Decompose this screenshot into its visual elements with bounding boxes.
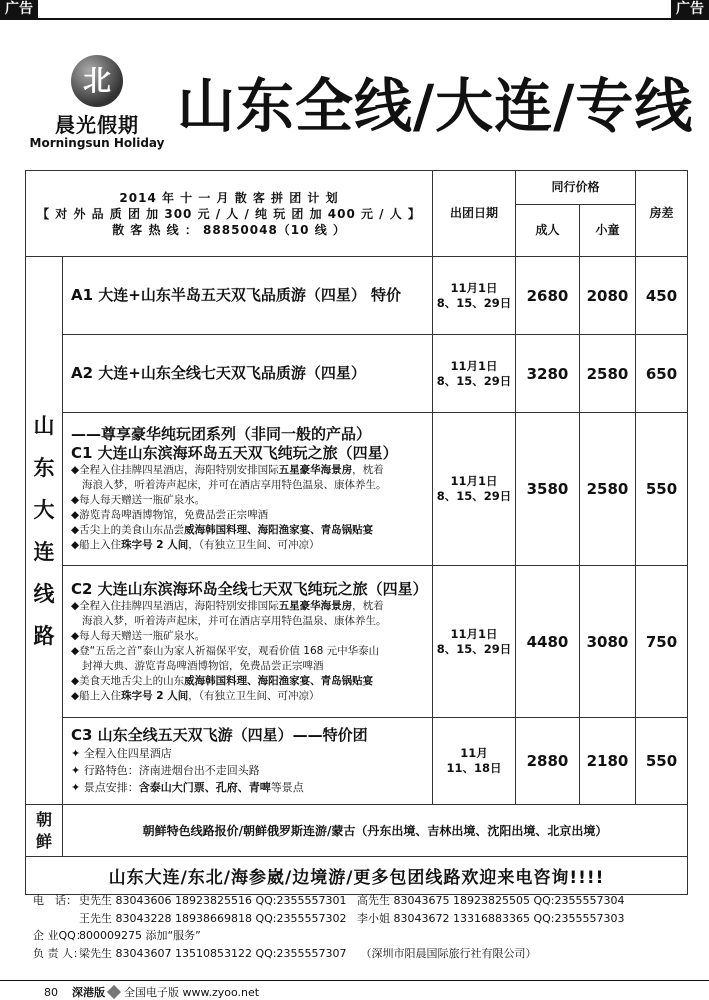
adult-price: 4480	[516, 566, 580, 718]
date-line: 11月1日	[450, 474, 498, 488]
date-line: 8、15、29日	[436, 489, 512, 503]
single-supplement: 750	[636, 566, 688, 718]
tour-feature: ✦ 行路特色：济南进烟台出不走回头路	[71, 764, 260, 777]
table-row	[26, 718, 688, 805]
tour-feature: 海浪入梦，听着涛声起床，并可在酒店享用特色温泉、康体养生。	[82, 614, 387, 627]
inquiry-banner: 山东大连/东北/海参崴/边境游/更多包团线路欢迎来电咨询!!!!	[26, 857, 688, 895]
contact-line	[33, 892, 624, 910]
tour-feature	[71, 538, 424, 553]
feature-highlight: 珠字号 2 人间	[121, 539, 189, 551]
child-price: 2180	[580, 718, 636, 805]
ad-tag-left: 广告	[0, 0, 38, 18]
diamond-icon	[107, 985, 121, 999]
feature-text: ，枕着	[352, 599, 384, 612]
child-col-header: 小童	[580, 205, 636, 257]
page-number: 80	[44, 986, 58, 999]
region-char: 路	[33, 623, 55, 648]
tour-feature: ◆登“五岳之首”泰山为家人祈福保平安，观看价值 168 元中华泰山	[71, 644, 380, 657]
tour-feature	[71, 463, 424, 478]
edition-label: 深港版	[72, 986, 105, 999]
tour-feature	[71, 523, 424, 538]
page-headline: 山东全线/大连/专线	[177, 72, 694, 140]
feature-highlight: 威海韩国料理、海阳渔家宴、青岛锅贴宴	[184, 674, 374, 687]
region-char: 鲜	[35, 831, 52, 851]
page-footer	[44, 984, 259, 1000]
site-link[interactable]: 全国电子版 www.zyoo.net	[124, 986, 260, 999]
plan-header	[26, 171, 433, 257]
region-shandong-dalian	[26, 257, 63, 805]
tour-feature	[71, 599, 424, 614]
feature-text: ◆舌尖上的美食山东品尝	[71, 524, 185, 536]
tour-feature: ◆每人每天赠送一瓶矿泉水。	[71, 494, 206, 506]
logo-mark-icon: 北	[71, 55, 123, 107]
top-rule	[0, 18, 709, 20]
manager-label: 负 责 人：	[33, 946, 84, 960]
single-supplement: 450	[636, 257, 688, 335]
feature-highlight: 含泰山大门票、孔府、青啤	[138, 781, 271, 794]
date-line: 11月	[460, 746, 488, 760]
plan-hotline: 散 客 热 线 ： 88850048（10 线 ）	[112, 222, 346, 237]
contact-block	[33, 892, 624, 962]
tour-feature	[71, 779, 424, 796]
logo-name-cn: 晨光假期	[55, 113, 139, 137]
region-char: 山	[33, 413, 55, 438]
child-price: 2580	[580, 413, 636, 566]
tour-dates	[433, 566, 516, 718]
tour-c3	[63, 718, 433, 805]
tour-feature: ◆每人每天赠送一瓶矿泉水。	[71, 629, 206, 642]
feature-text: ◆全程入住挂牌四星酒店，海阳特别安排国际	[71, 464, 279, 476]
region-korea	[26, 805, 63, 857]
adult-price: 2680	[516, 257, 580, 335]
tour-c2	[63, 566, 433, 718]
feature-highlight: 威海韩国料理、海阳渔家宴、青岛锅贴宴	[184, 524, 374, 536]
tour-title: C3 山东全线五天双飞游（四星）——特价团	[71, 726, 368, 744]
contact-person: 史先生 83043606 18923825516 QQ:2355557301	[79, 894, 347, 907]
contact-line	[33, 945, 624, 963]
company-qq: 800009275 添加“服务”	[79, 929, 201, 942]
feature-text: ◆全程入住挂牌四星酒店，海阳特别安排国际	[71, 599, 279, 612]
contact-person: 李小姐 83043672 13316883365 QQ:2355557303	[356, 911, 625, 925]
adult-price: 3280	[516, 335, 580, 413]
single-supplement: 650	[636, 335, 688, 413]
single-supplement: 550	[636, 718, 688, 805]
region-char: 朝	[35, 809, 52, 829]
table-row	[26, 413, 688, 566]
tour-dates	[433, 257, 516, 335]
tour-title: A2 大连+山东全线七天双飞品质游（四星）	[71, 364, 366, 382]
date-line: 11月1日	[450, 358, 498, 373]
qq-label: 企 业QQ：	[33, 929, 87, 942]
feature-text: ◆船上入住	[71, 539, 122, 551]
plan-title: 2014 年 十 一 月 散 客 拼 团 计 划	[119, 190, 339, 205]
tour-title: A1 大连+山东半岛五天双飞品质游（四星） 特价	[71, 286, 402, 304]
date-col-label: 出团日期	[449, 206, 498, 220]
table-row	[26, 257, 688, 335]
adult-price: 3580	[516, 413, 580, 566]
table-row	[26, 335, 688, 413]
tour-feature	[71, 674, 424, 689]
single-supplement: 550	[636, 413, 688, 566]
date-line: 8、15、29日	[436, 641, 512, 656]
child-price: 2580	[580, 335, 636, 413]
feature-text: ◆船上入住	[71, 689, 122, 702]
feature-text: ✦ 景点安排：	[71, 781, 139, 794]
table-row	[26, 566, 688, 718]
series-subtitle: ——尊享豪华纯玩团系列（非同一般的产品）	[71, 425, 372, 443]
contact-person: 高先生 83043675 18923825505 QQ:2355557304	[356, 894, 625, 907]
tour-a2	[63, 335, 433, 413]
feature-text: ，（有独立卫生间、可冲凉）	[188, 689, 320, 702]
tour-feature	[71, 689, 424, 704]
region-char: 东	[33, 455, 55, 480]
child-price: 2080	[580, 257, 636, 335]
region-char: 线	[33, 581, 55, 606]
adult-col-header: 成人	[516, 205, 580, 257]
date-col-header	[433, 171, 516, 257]
plan-surcharge: 【 对 外 品 质 团 加 300 元 / 人 / 纯 玩 团 加 400 元 / 人 】	[37, 206, 421, 221]
phone-label: 电 话：	[33, 894, 77, 907]
tour-title: C1 大连山东滨海环岛五天双飞纯玩之旅（四星）	[71, 444, 398, 462]
tour-price-table	[25, 170, 688, 895]
tour-dates	[433, 335, 516, 413]
table-footer-row	[26, 857, 688, 895]
tour-feature: 海浪入梦，听着涛声起床，并可在酒店享用特色温泉、康体养生。	[82, 479, 387, 491]
date-line: 11、18日	[446, 761, 502, 775]
feature-highlight: 珠字号 2 人间	[121, 689, 189, 702]
korea-routes: 朝鲜特色线路报价/朝鲜俄罗斯连游/蒙古（丹东出境、吉林出境、沈阳出境、北京出境）	[63, 805, 688, 857]
region-char: 大	[33, 497, 55, 522]
feature-text: ，（有独立卫生间、可冲凉）	[188, 539, 320, 551]
region-char: 连	[33, 539, 55, 564]
tour-title: C2 大连山东滨海环岛全线七天双飞纯玩之旅（四星）	[71, 579, 428, 598]
manager-contact: 梁先生 83043607 13510853122 QQ:2355557307	[79, 946, 347, 960]
table-row	[26, 805, 688, 857]
tour-feature: 封禅大典、游览青岛啤酒博物馆，免费品尝正宗啤酒	[82, 659, 324, 672]
feature-highlight: 五星豪华海景房	[278, 599, 353, 612]
price-group-header: 同行价格	[516, 171, 636, 205]
bottom-rule	[0, 980, 709, 981]
tour-dates	[433, 413, 516, 566]
date-line: 11月1日	[450, 280, 498, 295]
single-col-header: 房差	[636, 171, 688, 257]
feature-highlight: 五星豪华海景房	[278, 464, 353, 476]
tour-a1	[63, 257, 433, 335]
date-line: 8、15、29日	[436, 295, 512, 310]
tour-feature: ◆游览青岛啤酒博物馆，免费品尝正宗啤酒	[71, 509, 269, 521]
ad-tag-right: 广告	[671, 0, 709, 18]
company-logo	[22, 55, 172, 155]
feature-text: 等景点	[270, 781, 304, 794]
tour-feature: ✦ 全程入住四星酒店	[71, 747, 172, 760]
contact-line	[33, 927, 624, 945]
contact-line	[33, 910, 624, 928]
company-name: （深圳市阳晨国际旅行社有限公司）	[360, 946, 537, 960]
tour-dates	[433, 718, 516, 805]
feature-text: ，枕着	[352, 464, 384, 476]
feature-text: ◆美食天地舌尖上的山东	[71, 674, 185, 687]
child-price: 3080	[580, 566, 636, 718]
date-line: 8、15、29日	[436, 373, 512, 388]
table-header-row	[26, 171, 688, 205]
logo-name-en: Morningsun Holiday	[29, 136, 165, 150]
contact-person: 王先生 83043228 18938669818 QQ:2355557302	[79, 911, 347, 925]
adult-price: 2880	[516, 718, 580, 805]
tour-c1	[63, 413, 433, 566]
date-line: 11月1日	[450, 626, 498, 641]
